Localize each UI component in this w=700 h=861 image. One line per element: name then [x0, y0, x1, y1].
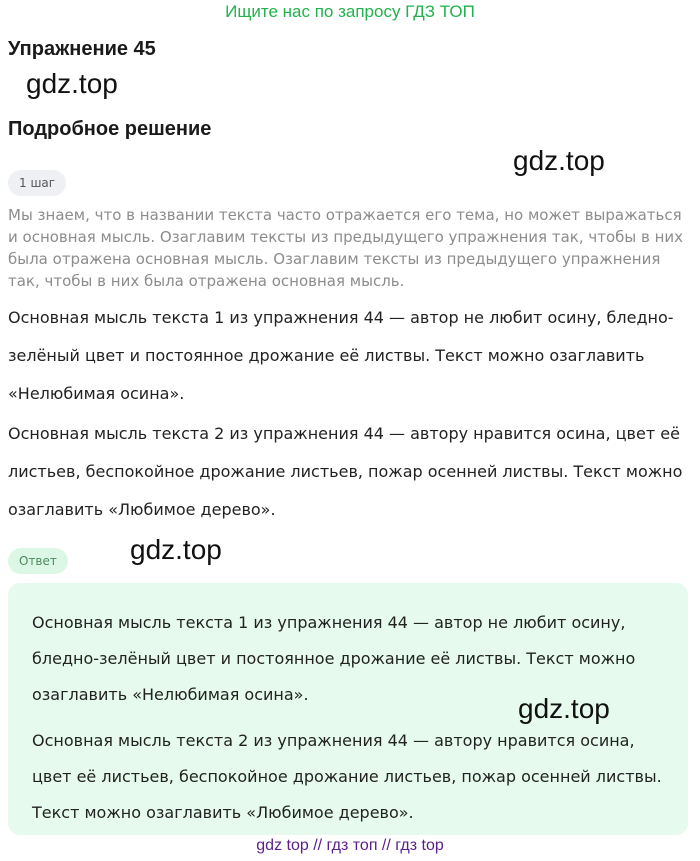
footer-links[interactable]: gdz top // гдз топ // гдз top: [256, 837, 444, 854]
step-label: 1 шаг: [8, 170, 66, 196]
watermark: gdz.top: [513, 145, 605, 176]
watermark: gdz.top: [518, 693, 610, 724]
answer-paragraph-1: Основная мысль текста 1 из упражнения 44 — автор не любит осину, бледно-зелёный цвет и постоянное дрожание её листвы. Текст можно озаглавить «Нелюбимая осина».: [32, 613, 636, 704]
answer-badge: [8, 548, 68, 574]
answer-label: Ответ: [8, 548, 68, 574]
solution-paragraph-1: Основная мысль текста 1 из упражнения 44 — автор не любит осину, бледно-зелёный цвет и постоянное дрожание её листвы. Текст можно озаглавить «Нелюбимая осина».: [8, 308, 674, 403]
answer-paragraph-2: Основная мысль текста 2 из упражнения 44 — автору нравится осина, цвет её листьев, беспокойное дрожание листьев, пожар осенней листвы. Текст можно озаглавить «Любимое дерево».: [32, 731, 662, 822]
watermark: gdz.top: [26, 68, 118, 99]
step-badge: [8, 170, 66, 196]
solution-heading: Подробное решение: [8, 118, 212, 140]
step-description: Мы знаем, что в названии текста часто отражается его тема, но может выражаться и основная мысль. Озаглавим тексты из предыдущего упражнения так, чтобы в них была отражена основная мысль. Озаглавим тексты из предыдущего упражнения так, чтобы в них была отражена основная мысль.: [8, 206, 684, 290]
watermark: gdz.top: [130, 534, 222, 565]
solution-paragraph-2: Основная мысль текста 2 из упражнения 44 — автору нравится осина, цвет её листьев, беспокойное дрожание листьев, пожар осенней листвы. Текст можно озаглавить «Любимое дерево».: [8, 424, 683, 519]
exercise-title: Упражнение 45: [8, 38, 156, 60]
top-banner[interactable]: Ищите нас по запросу ГДЗ ТОП: [225, 2, 475, 21]
